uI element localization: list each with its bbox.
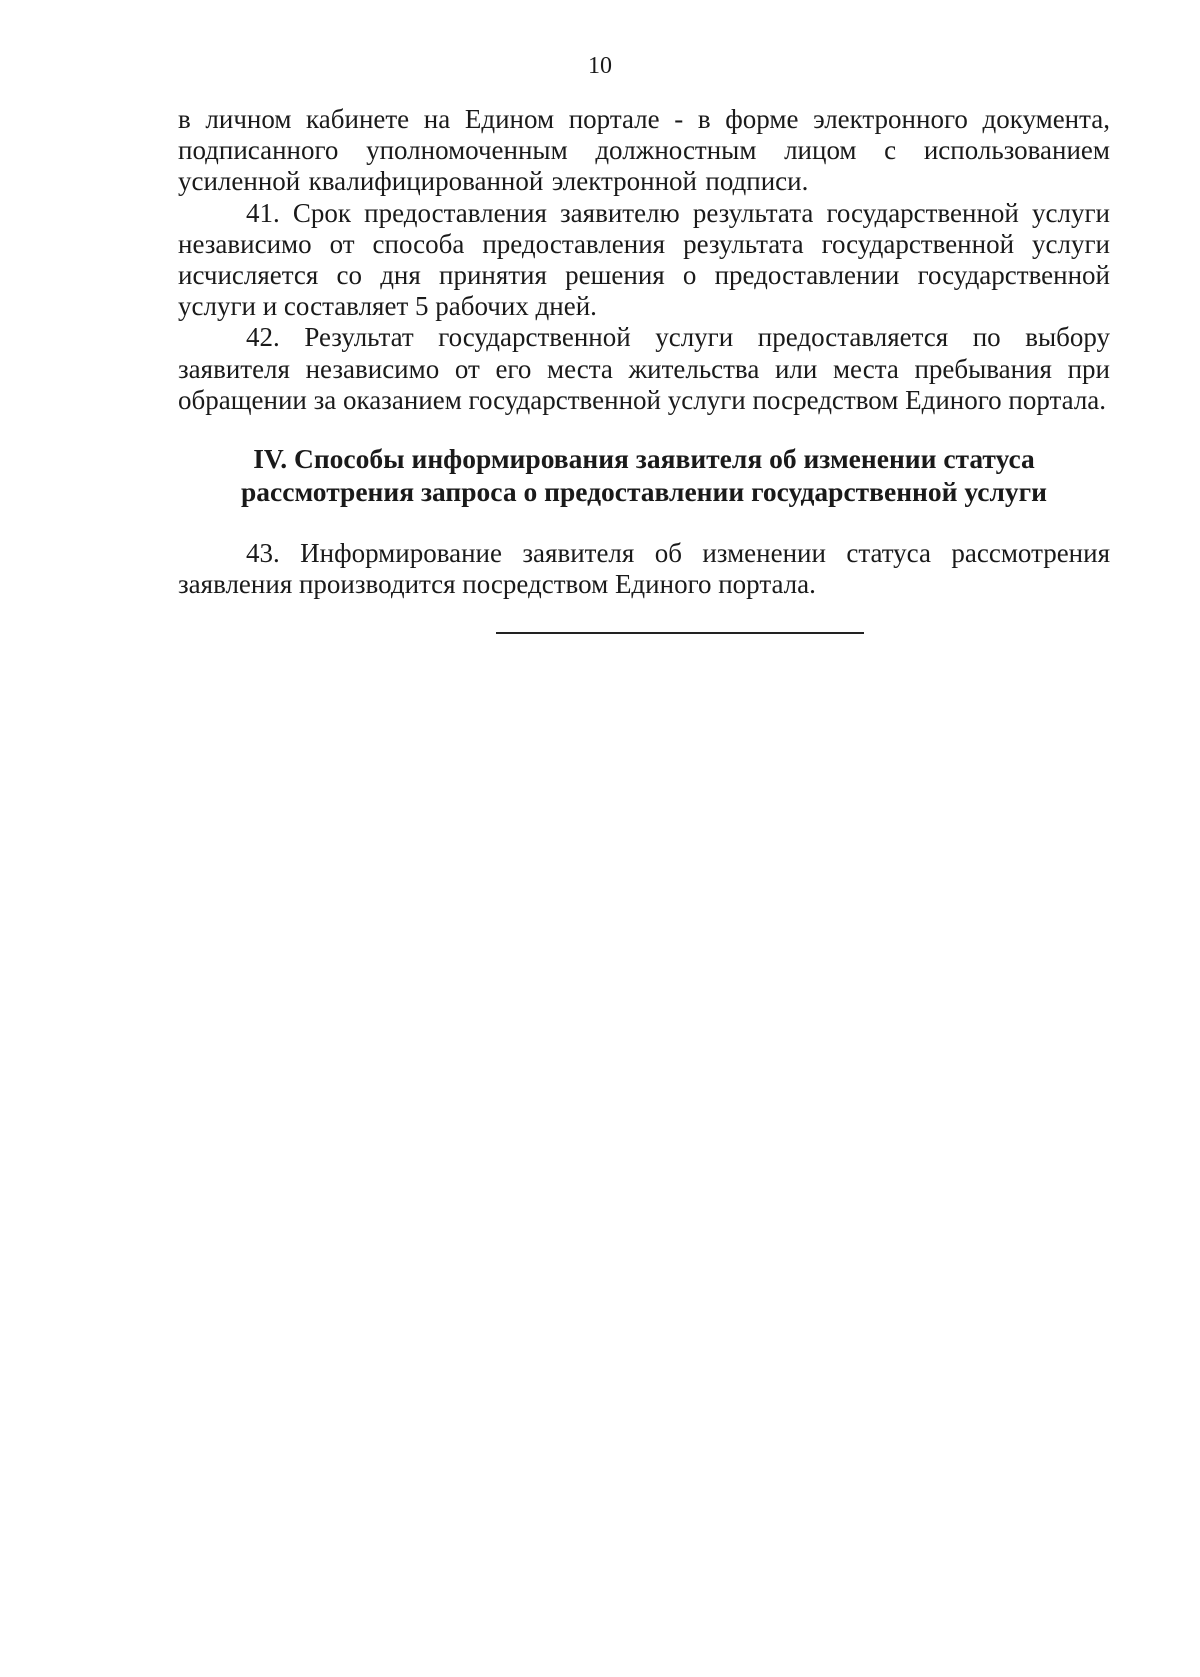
section-heading-line-2: рассмотрения запроса о предоставлении государственной услуги bbox=[240, 476, 1047, 508]
section-heading bbox=[178, 442, 1110, 508]
section-heading-line-1: IV. Способы информирования заявителя об изменении статуса bbox=[253, 443, 1035, 475]
page-number: 10 bbox=[588, 53, 612, 79]
end-of-document-rule bbox=[496, 632, 864, 634]
paragraph-42: 42. Результат государственной услуги предоставляется по выбору заявителя независимо от его места жительства или места пребывания при обращении за оказанием государственной услуги посредством Единого портала. bbox=[178, 322, 1110, 415]
paragraph-43: 43. Информирование заявителя об изменении статуса рассмотрения заявления производится посредством Единого портала. bbox=[178, 538, 1110, 600]
paragraph-41: 41. Срок предоставления заявителю результата государственной услуги независимо от способа предоставления результата государственной услуги исчисляется со дня принятия решения о предоставлении государственной услуги и составляет 5 рабочих дней. bbox=[178, 197, 1110, 322]
document-body bbox=[178, 104, 1110, 600]
paragraph-continuation: в личном кабинете на Едином портале - в форме электронного документа, подписанного уполномоченным должностным лицом с использованием усиленной квалифицированной электронной подписи. bbox=[178, 104, 1110, 197]
